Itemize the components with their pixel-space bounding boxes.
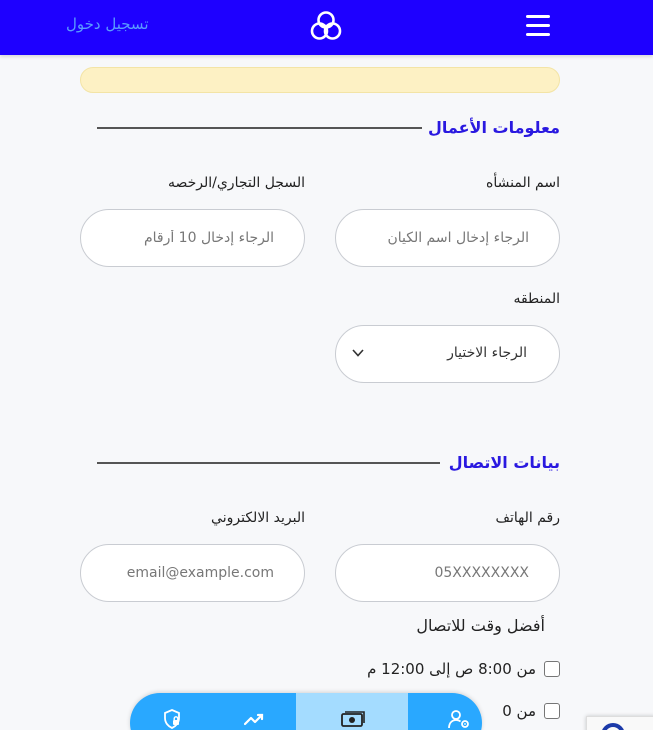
time-option-checkbox[interactable]: [544, 703, 560, 719]
nav-item-payments[interactable]: [296, 693, 408, 730]
phone-label: رقم الهاتف: [495, 510, 560, 526]
time-option-row: [502, 700, 560, 722]
recaptcha-icon: [601, 723, 625, 730]
phone-input[interactable]: [335, 544, 560, 602]
best-contact-time-label: أفضل وقت للاتصال: [416, 616, 545, 635]
recaptcha-badge[interactable]: [586, 716, 653, 730]
region-label: المنطقه: [513, 291, 560, 307]
nav-item-security[interactable]: [130, 693, 213, 730]
region-selected-value: الرجاء الاختيار: [447, 345, 527, 361]
contact-info-title: بيانات الاتصال: [448, 453, 560, 472]
trend-line-icon: [244, 709, 266, 729]
commercial-register-label: السجل التجاري/الرخصه: [167, 175, 305, 191]
business-section-divider: [97, 127, 422, 129]
time-option-label: من 0: [502, 702, 536, 720]
nav-item-analytics[interactable]: [213, 693, 296, 730]
email-label: البريد الالكتروني: [211, 510, 305, 526]
time-option-checkbox[interactable]: [544, 661, 560, 677]
alert-banner: [80, 67, 560, 93]
facility-name-label: اسم المنشأه: [486, 175, 560, 191]
top-bar: [0, 0, 653, 55]
hamburger-menu-icon[interactable]: [526, 14, 550, 36]
email-input[interactable]: [80, 544, 305, 602]
facility-name-input[interactable]: [335, 209, 560, 267]
nav-item-account-settings[interactable]: [408, 693, 482, 730]
business-info-title: معلومات الأعمال: [427, 118, 560, 137]
cash-icon: [341, 709, 365, 729]
chevron-down-icon: [351, 348, 365, 358]
shield-lock-icon: [162, 709, 182, 729]
bottom-navigation: [130, 693, 482, 730]
commercial-register-input[interactable]: [80, 209, 305, 267]
login-link[interactable]: تسجيل دخول: [66, 15, 149, 33]
user-settings-icon: [448, 709, 472, 729]
time-option-label: من 8:00 ص إلى 12:00 م: [367, 660, 536, 678]
contact-section-divider: [97, 462, 440, 464]
region-select[interactable]: [335, 325, 560, 383]
time-option-row: [367, 658, 560, 680]
three-circles-logo-icon[interactable]: [309, 10, 343, 42]
